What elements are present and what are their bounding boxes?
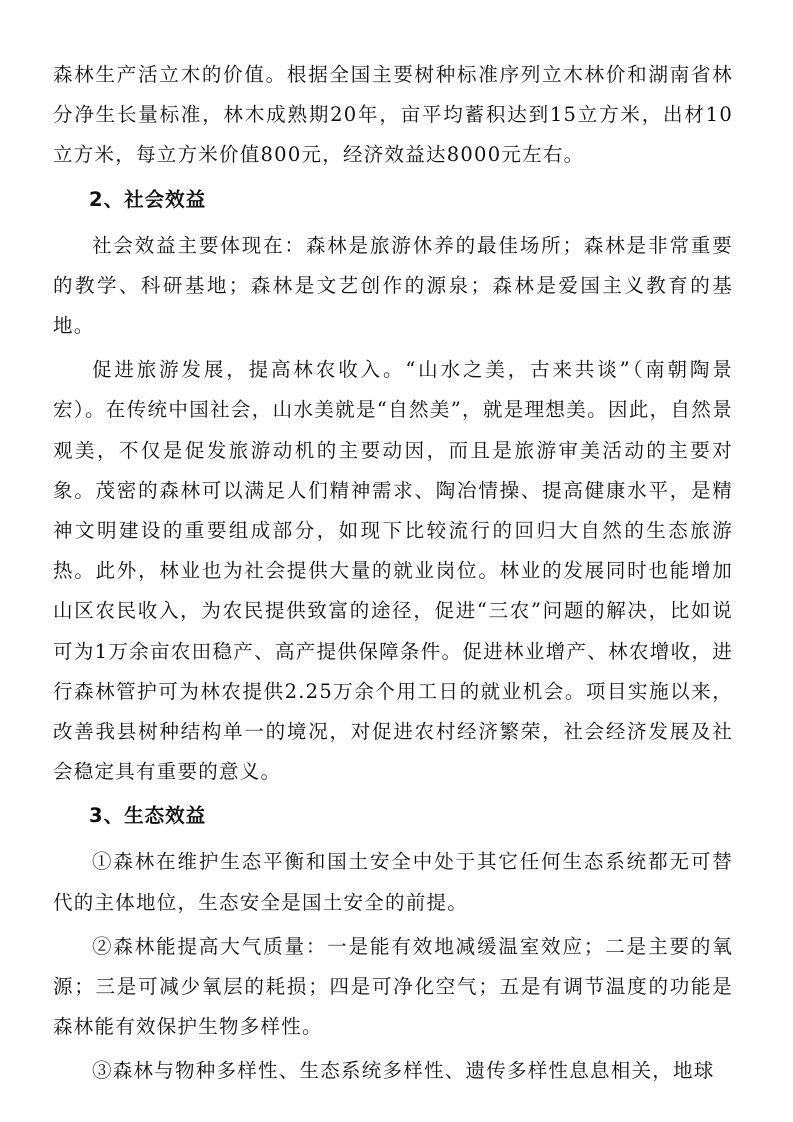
paragraph-economic-value: 森林生产活立木的价值。根据全国主要树种标准序列立木林价和湖南省林分净生长量标准，林木成熟期20年，亩平均蓄积达到15立方米，出材10立方米，每立方米价值800元，经济效益达8000元左右。 <box>53 63 733 167</box>
paragraph-ecological-point-3: ③森林与物种多样性、生态系统多样性、遗传多样性息息相关，地球 <box>92 1059 715 1083</box>
paragraph-ecological-point-2: ②森林能提高大气质量：一是能有效地减缓温室效应；二是主要的氧源；三是可减少氧层的耗损；四是可净化空气；五是有调节温度的功能是森林能有效保护生物多样性。 <box>53 934 733 1039</box>
document-page <box>53 55 733 1096</box>
heading-social-benefits: 2、社会效益 <box>89 187 207 211</box>
paragraph-social-benefits-summary: 社会效益主要体现在：森林是旅游休养的最佳场所；森林是非常重要的教学、科研基地；森林是文艺创作的源泉；森林是爱国主义教育的基地。 <box>53 233 733 338</box>
paragraph-ecological-point-1: ①森林在维护生态平衡和国土安全中处于其它任何生态系统都无可替代的主体地位，生态安全是国土安全的前提。 <box>53 850 733 914</box>
heading-ecological-benefits: 3、生态效益 <box>89 804 207 828</box>
paragraph-tourism-development: 促进旅游发展，提高林农收入。“山水之美，古来共谈”（南朝陶景宏）。在传统中国社会，山水美就是“自然美”，就是理想美。因此，自然景观美，不仅是促发旅游动机的主要动因，而且是旅游审美活动的主要对象。茂密的森林可以满足人们精神需求、陶冶情操、提高健康水平，是精神文明建设的重要组成部分，如现下比较流行的回归大自然的生态旅游热。此外，林业也为社会提供大量的就业岗位。林业的发展同时也能增加山区农民收入，为农民提供致富的途径，促进“三农”问题的解决，比如说可为1万余亩农田稳产、高产提供保障条件。促进林业增产、林农增收，进行森林管护可为林农提供2.25万余个用工日的就业机会。项目实施以来，改善我县树种结构单一的境况，对促进农村经济繁荣，社会经济发展及社会稳定具有重要的意义。 <box>53 358 733 784</box>
